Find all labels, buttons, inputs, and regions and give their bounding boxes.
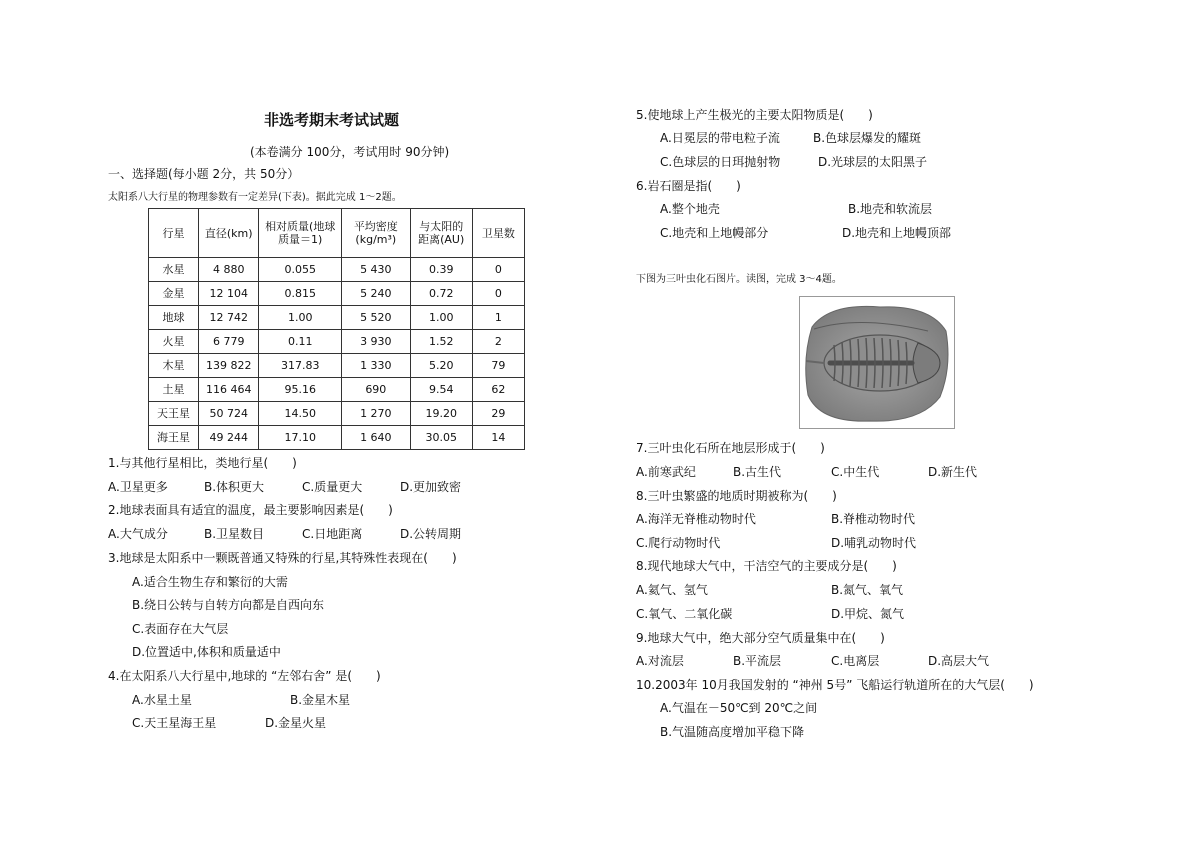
q2-option-a[interactable]: A.大气成分 [108, 527, 168, 541]
table-cell: 3 930 [342, 330, 410, 354]
q9-option-b[interactable]: B.平流层 [733, 654, 782, 668]
table-cell: 天王星 [149, 402, 199, 426]
q5-option-b[interactable]: B.色球层爆发的耀斑 [813, 131, 922, 145]
col-header-text: 与太阳的距离(AU) [418, 220, 465, 246]
q8b-option-c[interactable]: C.氧气、二氧化碳 [636, 607, 733, 621]
table-cell: 116 464 [199, 378, 259, 402]
table-row [149, 258, 525, 282]
q8-option-d[interactable]: D.哺乳动物时代 [831, 536, 917, 550]
table-cell: 14.50 [259, 402, 342, 426]
q8-option-b[interactable]: B.脊椎动物时代 [831, 512, 916, 526]
table-cell: 79 [472, 354, 524, 378]
table-cell: 1 270 [342, 402, 410, 426]
q1-option-d[interactable]: D.更加致密 [400, 480, 462, 494]
table-row [149, 378, 525, 402]
table-cell: 95.16 [259, 378, 342, 402]
table-cell: 0.815 [259, 282, 342, 306]
table-cell: 12 104 [199, 282, 259, 306]
col-header-text: 相对质量(地球质量＝1) [265, 220, 336, 246]
q8b-option-a[interactable]: A.氦气、氢气 [636, 583, 708, 597]
table-cell: 29 [472, 402, 524, 426]
table-cell: 690 [342, 378, 410, 402]
col-header: 行星 [149, 209, 199, 258]
table-cell: 1.00 [259, 306, 342, 330]
q3-option-a[interactable]: A.适合生物生存和繁衍的大需 [132, 575, 288, 589]
table-cell: 4 880 [199, 258, 259, 282]
table-cell: 19.20 [410, 402, 472, 426]
table-cell: 2 [472, 330, 524, 354]
table-cell: 49 244 [199, 426, 259, 450]
question-9: 9.地球大气中，绝大部分空气质量集中在( ) [636, 631, 885, 645]
q10-option-b[interactable]: B.气温随高度增加平稳下降 [660, 725, 805, 739]
planet-table [148, 208, 525, 450]
table-cell: 5 240 [342, 282, 410, 306]
q5-option-d[interactable]: D.光球层的太阳黑子 [818, 155, 928, 169]
table-cell: 1 [472, 306, 524, 330]
table-cell: 14 [472, 426, 524, 450]
q2-option-b[interactable]: B.卫星数目 [204, 527, 265, 541]
table-row [149, 426, 525, 450]
question-4: 4.在太阳系八大行星中,地球的 “左邻右舍” 是( ) [108, 669, 381, 683]
question-8b: 8.现代地球大气中，干洁空气的主要成分是( ) [636, 559, 897, 573]
fossil-intro: 下图为三叶虫化石图片。读图，完成 3～4题。 [636, 274, 842, 285]
table-intro: 太阳系八大行星的物理参数有一定差异(下表)。据此完成 1～2题。 [108, 192, 402, 203]
table-row [149, 402, 525, 426]
table-cell: 62 [472, 378, 524, 402]
table-cell: 317.83 [259, 354, 342, 378]
q4-option-a[interactable]: A.水星土星 [132, 693, 192, 707]
q9-option-c[interactable]: C.电离层 [831, 654, 880, 668]
table-cell: 9.54 [410, 378, 472, 402]
table-cell: 5 430 [342, 258, 410, 282]
question-1: 1.与其他行星相比，类地行星( ) [108, 456, 297, 470]
question-2: 2.地球表面具有适宜的温度，最主要影响因素是( ) [108, 503, 393, 517]
table-cell: 0.055 [259, 258, 342, 282]
q8b-option-b[interactable]: B.氮气、氧气 [831, 583, 904, 597]
section-heading: 一、选择题(每小题 2分，共 50分） [108, 167, 300, 181]
table-cell: 0 [472, 258, 524, 282]
table-cell: 0 [472, 282, 524, 306]
table-cell: 火星 [149, 330, 199, 354]
q4-option-c[interactable]: C.天王星海王星 [132, 716, 217, 730]
table-cell: 12 742 [199, 306, 259, 330]
trilobite-fossil-image [799, 296, 955, 429]
table-cell: 6 779 [199, 330, 259, 354]
table-cell: 1.52 [410, 330, 472, 354]
question-8: 8.三叶虫繁盛的地质时期被称为( ) [636, 489, 837, 503]
q8-option-a[interactable]: A.海洋无脊椎动物时代 [636, 512, 756, 526]
table-cell: 0.39 [410, 258, 472, 282]
q7-option-d[interactable]: D.新生代 [928, 465, 978, 479]
q5-option-a[interactable]: A.日冕层的带电粒子流 [660, 131, 780, 145]
table-cell: 海王星 [149, 426, 199, 450]
q8b-option-d[interactable]: D.甲烷、氮气 [831, 607, 905, 621]
question-6: 6.岩石圈是指( ) [636, 179, 741, 193]
table-cell: 50 724 [199, 402, 259, 426]
q3-option-b[interactable]: B.绕日公转与自转方向都是自西向东 [132, 598, 325, 612]
table-cell: 木星 [149, 354, 199, 378]
exam-subtitle: (本卷满分 100分，考试用时 90分钟) [250, 145, 450, 159]
col-header [259, 209, 342, 258]
q7-option-a[interactable]: A.前寒武纪 [636, 465, 696, 479]
question-5: 5.使地球上产生极光的主要太阳物质是( ) [636, 108, 873, 122]
table-cell: 金星 [149, 282, 199, 306]
table-cell: 水星 [149, 258, 199, 282]
table-header-row [149, 209, 525, 258]
table-cell: 0.72 [410, 282, 472, 306]
q10-option-a[interactable]: A.气温在－50℃到 20℃之间 [660, 701, 818, 715]
table-row [149, 354, 525, 378]
q2-option-c[interactable]: C.日地距离 [302, 527, 363, 541]
table-cell: 地球 [149, 306, 199, 330]
exam-title: 非选考期末考试试题 [264, 111, 400, 129]
table-cell: 土星 [149, 378, 199, 402]
question-3: 3.地球是太阳系中一颗既普通又特殊的行星,其特殊性表现在( ) [108, 551, 457, 565]
q3-option-d[interactable]: D.位置适中,体积和质量适中 [132, 645, 281, 659]
q7-option-b[interactable]: B.古生代 [733, 465, 782, 479]
q6-option-a[interactable]: A.整个地壳 [660, 202, 720, 216]
col-header: 直径(km) [199, 209, 259, 258]
table-cell: 1 330 [342, 354, 410, 378]
q1-option-c[interactable]: C.质量更大 [302, 480, 363, 494]
question-7: 7.三叶虫化石所在地层形成于( ) [636, 441, 825, 455]
q4-option-d[interactable]: D.金星火星 [265, 716, 327, 730]
q5-option-c[interactable]: C.色球层的日珥抛射物 [660, 155, 781, 169]
q6-option-d[interactable]: D.地壳和上地幔顶部 [842, 226, 952, 240]
col-header: 卫星数 [472, 209, 524, 258]
q9-option-d[interactable]: D.高层大气 [928, 654, 990, 668]
table-cell: 5.20 [410, 354, 472, 378]
q6-option-c[interactable]: C.地壳和上地幔部分 [660, 226, 769, 240]
q4-option-b[interactable]: B.金星木星 [290, 693, 351, 707]
trilobite-fossil-icon [800, 297, 954, 428]
table-row [149, 330, 525, 354]
q2-option-d[interactable]: D.公转周期 [400, 527, 462, 541]
table-cell: 1 640 [342, 426, 410, 450]
q1-option-a[interactable]: A.卫星更多 [108, 480, 168, 494]
q7-option-c[interactable]: C.中生代 [831, 465, 880, 479]
question-10: 10.2003年 10月我国发射的 “神州 5号” 飞船运行轨道所在的大气层( ) [636, 678, 1034, 692]
q8-option-c[interactable]: C.爬行动物时代 [636, 536, 721, 550]
q1-option-b[interactable]: B.体积更大 [204, 480, 265, 494]
table-cell: 30.05 [410, 426, 472, 450]
q9-option-a[interactable]: A.对流层 [636, 654, 684, 668]
col-header [342, 209, 410, 258]
table-cell: 1.00 [410, 306, 472, 330]
table-cell: 139 822 [199, 354, 259, 378]
q6-option-b[interactable]: B.地壳和软流层 [848, 202, 933, 216]
table-row [149, 282, 525, 306]
col-header [410, 209, 472, 258]
table-cell: 0.11 [259, 330, 342, 354]
table-cell: 5 520 [342, 306, 410, 330]
table-cell: 17.10 [259, 426, 342, 450]
q3-option-c[interactable]: C.表面存在大气层 [132, 622, 229, 636]
col-header-text: 平均密度(kg/m³) [353, 220, 398, 246]
table-row [149, 306, 525, 330]
